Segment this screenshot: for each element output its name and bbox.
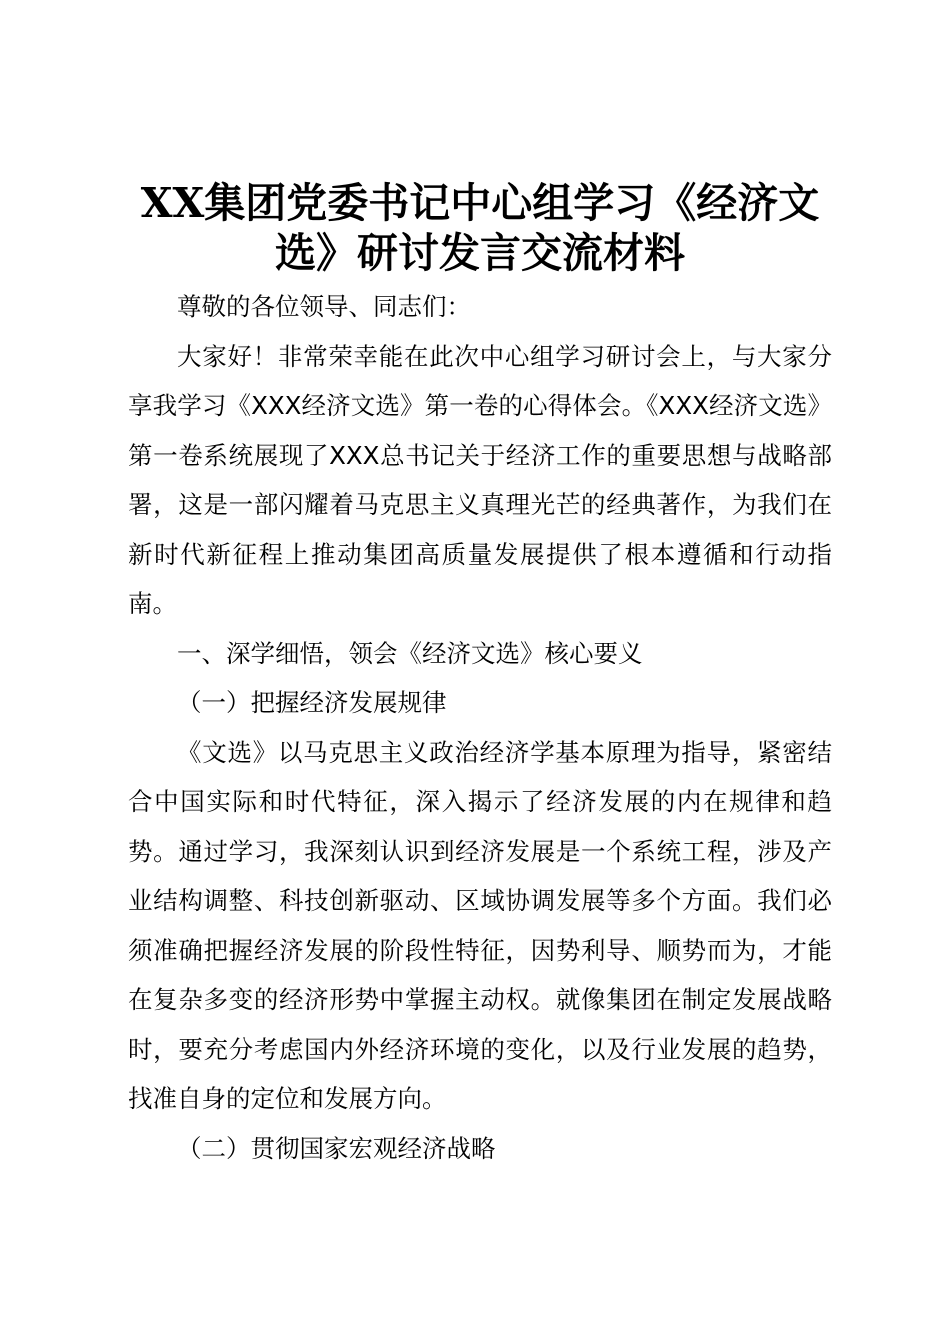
document-body: [128, 282, 832, 1173]
section-heading-1: 一、深学细悟，领会《经济文选》核心要义: [177, 638, 643, 668]
salutation: 尊敬的各位领导、同志们：: [177, 292, 471, 321]
title-line-1: XX集团党委书记中心组学习《经济文: [140, 179, 820, 227]
document-title: [128, 178, 832, 278]
subsection-heading-1: （一）把握经济发展规律: [177, 688, 447, 717]
subsection-1-paragraph: 《文选》以马克思主义政治经济学基本原理为指导，紧密结合中国实际和时代特征，深入揭示了经济发展的内在规律和趋势。通过学习，我深刻认识到经济发展是一个系统工程，涉及产业结构调整、科技创新驱动、区域协调发展等多个方面。我们必须准确把握经济发展的阶段性特征，因势利导、顺势而为，才能在复杂多变的经济形势中掌握主动权。就像集团在制定发展战略时，要充分考虑国内外经济环境的变化，以及行业发展的趋势，找准自身的定位和发展方向。: [128, 737, 832, 1113]
intro-paragraph: 大家好！非常荣幸能在此次中心组学习研讨会上，与大家分享我学习《XXX经济文选》第一卷的心得体会。《XXX经济文选》第一卷系统展现了XXX总书记关于经济工作的重要思想与战略部署，这是一部闪耀着马克思主义真理光芒的经典著作，为我们在新时代新征程上推动集团高质量发展提供了根本遵循和行动指南。: [128, 341, 832, 618]
title-line-2: 选》研讨发言交流材料: [275, 229, 685, 277]
subsection-heading-2: （二）贯彻国家宏观经济战略: [177, 1133, 496, 1163]
